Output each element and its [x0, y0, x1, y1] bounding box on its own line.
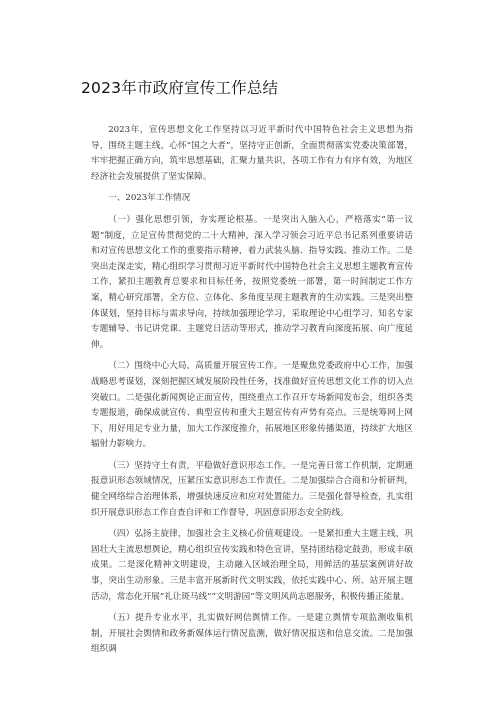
body-paragraph-2: （二）围绕中心大局，高质量开展宣传工作。一是聚焦党委政府中心工作，加强战略思考谋划，深刻把握区域发展阶段性任务，找准做好宣传思想文化工作的切入点突破口。二是强化新闻舆论正面宣传，围绕重点工作召开专场新闻发布会，组织各类专题报道，确保成就宣传、典型宣传和重大主题宣传有声势有亮点。三是统筹网上网下，用好用足专业力量，加大工作深度推介，拓展地区形象传播渠道，持续扩大地区辐射力影响力。	[91, 361, 413, 450]
body-paragraph-3: （三）坚持守土有责，平稳做好意识形态工作。一是完善日常工作机制，定期通报意识形态领域情况，压紧压实意识形态工作责任。二是加强综合合商和分析研判，健全网络综合治理体系，增强快速反应和应对处置能力。三是强化督导检查，扎实组织开展意识形态工作自查自评和工作督导，巩固意识形态安全防线。	[91, 460, 413, 518]
document-body	[91, 123, 413, 664]
section-heading: 一、2023年工作情况	[108, 193, 191, 204]
body-paragraph-1: （一）强化思想引领，夯实理论根基。一是突出入脑入心，严格落实“第一议题”制度，立足宣传贯彻党的二十大精神，深入学习领会习近平总书记系列重要讲话和对宣传思想文化工作的重要指示精神，着力武装头脑、指导实践、推动工作。二是突出走深走实，精心组织学习贯彻习近平新时代中国特色社会主义思想主题教育宣传工作，紧扣主题教育总要求和目标任务，按照党委统一部署，第一时间制定工作方案，精心研究部署，全方位、立体化、多角度呈现主题教育的生动实践。三是突出整体谋划，坚持目标与需求导向，持续加强理论学习，采取理论中心组学习、知名专家专题辅导、书记讲党课、主题党日活动等形式，推动学习教育向深度拓展、向广度延伸。	[91, 214, 413, 350]
document-title: 2023年市政府宣传工作总结	[81, 79, 279, 97]
body-paragraph-4: （四）弘扬主旋律，加强社会主义核心价值观建设。一是紧扣重大主题主线，巩固壮大主流思想舆论，精心组织宣传实践和特色宣讲，坚持团结稳定鼓劲，形成丰硕成果。二是深化精神文明建设，主动融入区域治理全局，用鲜活的基层案例讲好故事，突出生动形象。三是丰富开展新时代文明实践，依托实践中心、所、站开展主题活动，常态化开展“礼让斑马线”“文明游园”等文明风尚志愿服务，积极传播正能量。	[91, 529, 413, 602]
intro-paragraph: 2023年，宣传思想文化工作坚持以习近平新时代中国特色社会主义思想为指导，围绕主题主线，心怀“国之大者”，坚持守正创新，全面贯彻落实党委决策部署，牢牢把握正确方向，筑牢思想基础，汇聚力量共识，各项工作有力有序有效，为地区经济社会发展提供了坚实保障。	[91, 125, 413, 182]
body-paragraph-5: （五）提升专业水平，扎实做好网信舆情工作。一是建立舆情专项监测收集机制，开展社会舆情和政务新媒体运行情况监测，做好情况报送和信息交流。二是加强组织调	[91, 613, 413, 655]
